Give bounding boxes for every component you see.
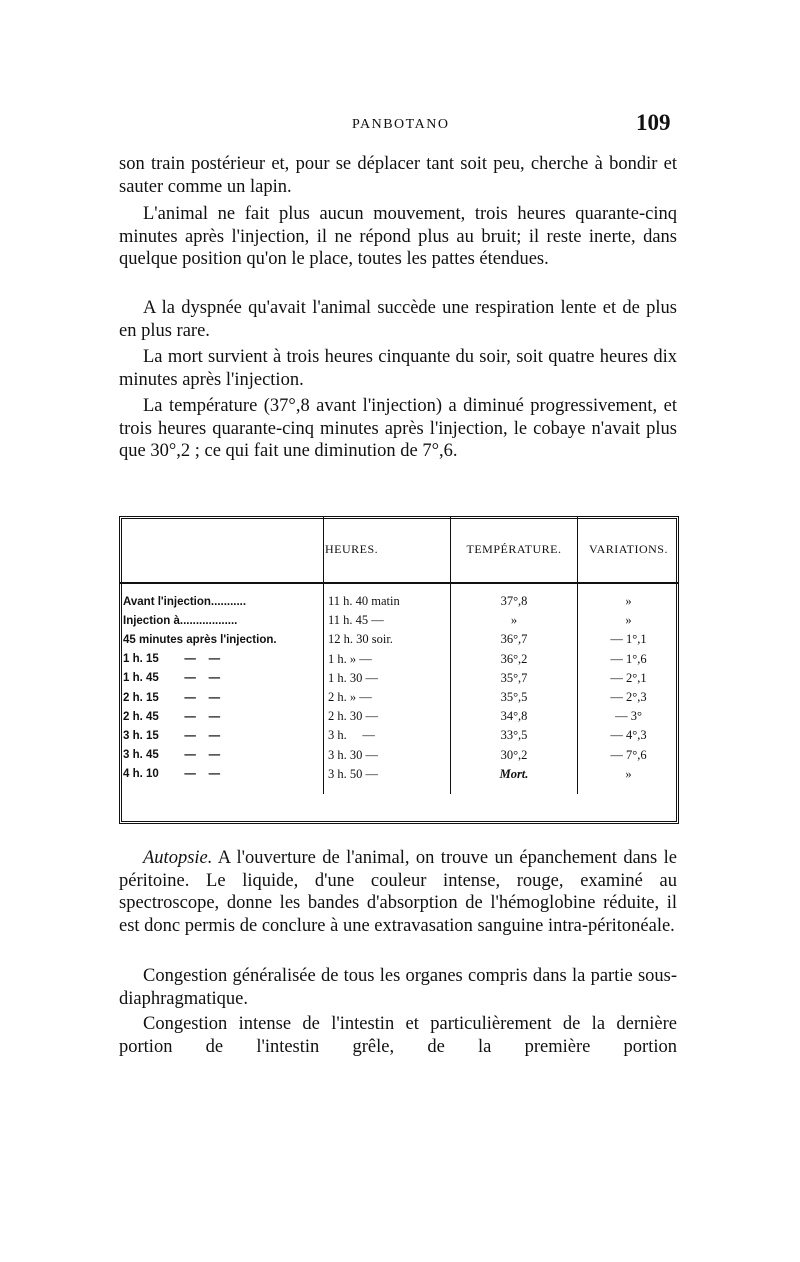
table-row <box>119 583 679 611</box>
table-cell: Injection à.................. <box>123 614 238 627</box>
table-cell: 3 h. 50 — <box>324 765 451 794</box>
table-header-cell: HEURES. <box>324 516 451 583</box>
table-row <box>119 650 679 669</box>
table-cell: » <box>578 611 680 630</box>
paragraph: L'animal ne fait plus aucun mouvement, trois heures quarante-cinq minutes après l'injection, il ne répond plus au bruit; il reste inerte, dans quelque position qu'on le place, toutes les pattes étendues. <box>119 204 677 269</box>
autopsie-text: A l'ouverture de l'animal, on trouve un épanchement dans le péritoine. Le liquide, d'une couleur intense, rouge, examiné au spectroscope, donne les bandes d'absorption de l'hémoglobine réduite, il est donc permis de conclure à une extravasation sanguine intra-péritonéale. <box>119 848 677 936</box>
table-header-cell <box>119 516 324 583</box>
table-cell: 45 minutes après l'injection. <box>123 633 277 646</box>
table-cell: 1 h. » — <box>324 650 451 669</box>
table-cell: 2 h. 15 — — <box>123 691 221 704</box>
table-cell: 36°,7 <box>451 630 578 649</box>
table-row <box>119 630 679 649</box>
table-cell: » <box>451 611 578 630</box>
paragraph: Congestion intense de l'intestin et particulièrement de la dernière portion de l'intestin grêle, de la première portion <box>119 1014 677 1057</box>
table-row <box>119 707 679 726</box>
paragraph: A la dyspnée qu'avait l'animal succède une respiration lente et de plus en plus rare. <box>119 298 677 341</box>
table-cell: 3 h. 45 — — <box>123 749 221 762</box>
running-header-title: PANBOTANO <box>352 117 450 132</box>
table-cell: 2 h. » — <box>324 688 451 707</box>
table-cell: — 4°,3 <box>578 726 680 745</box>
temperature-table <box>119 516 679 794</box>
table-cell: 2 h. 45 — — <box>123 710 221 723</box>
table-cell: — 1°,1 <box>578 630 680 649</box>
table-cell: 12 h. 30 soir. <box>324 630 451 649</box>
table-row <box>119 726 679 745</box>
table-cell: » <box>578 765 680 794</box>
table-cell: 2 h. 30 — <box>324 707 451 726</box>
paragraph: La mort survient à trois heures cinquante du soir, soit quatre heures dix minutes après l'injection. <box>119 347 677 390</box>
table-cell: 3 h. 30 — <box>324 746 451 765</box>
paragraph: Congestion généralisée de tous les organes compris dans la partie sous-diaphragmatique. <box>119 966 677 1009</box>
table-header-cell: VARIATIONS. <box>578 516 680 583</box>
table-cell: 11 h. 45 — <box>324 611 451 630</box>
paragraph: La température (37°,8 avant l'injection) a diminué progressivement, et trois heures quarante-cinq minutes après l'injection, le cobaye n'avait plus que 30°,2 ; ce qui fait une diminution de 7°,6. <box>119 396 677 461</box>
table-row <box>119 765 679 794</box>
table-row <box>119 746 679 765</box>
table-cell: 35°,5 <box>451 688 578 707</box>
table-header-row <box>119 516 679 583</box>
table-cell: — 1°,6 <box>578 650 680 669</box>
autopsie-label: Autopsie. <box>143 848 213 868</box>
autopsie-paragraph <box>119 847 677 937</box>
table-cell: Mort. <box>451 765 578 794</box>
table-cell: 37°,8 <box>451 583 578 611</box>
table-row <box>119 688 679 707</box>
table-row <box>119 611 679 630</box>
table-cell: 4 h. 10 — — <box>123 768 221 781</box>
page-number: 109 <box>636 110 671 135</box>
table-cell: 1 h. 30 — <box>324 669 451 688</box>
table-cell: — 2°,1 <box>578 669 680 688</box>
table-cell: 30°,2 <box>451 746 578 765</box>
table-cell: 3 h. — <box>324 726 451 745</box>
table-cell: 3 h. 15 — — <box>123 729 221 742</box>
table-cell: 11 h. 40 matin <box>324 583 451 611</box>
table-cell: 36°,2 <box>451 650 578 669</box>
table-cell: 33°,5 <box>451 726 578 745</box>
table-cell: 34°,8 <box>451 707 578 726</box>
table-cell: » <box>578 583 680 611</box>
table-row <box>119 669 679 688</box>
table-cell: 1 h. 15 — — <box>123 653 221 666</box>
table-cell: Avant l'injection........... <box>123 595 247 608</box>
table-cell: 35°,7 <box>451 669 578 688</box>
table-cell: — 2°,3 <box>578 688 680 707</box>
table-cell: — 3° <box>578 707 680 726</box>
paragraph: son train postérieur et, pour se déplacer tant soit peu, cherche à bondir et sauter comme un lapin. <box>119 154 677 197</box>
table-header-cell: TEMPÉRATURE. <box>451 516 578 583</box>
table-cell: — 7°,6 <box>578 746 680 765</box>
table-cell: 1 h. 45 — — <box>123 672 221 685</box>
